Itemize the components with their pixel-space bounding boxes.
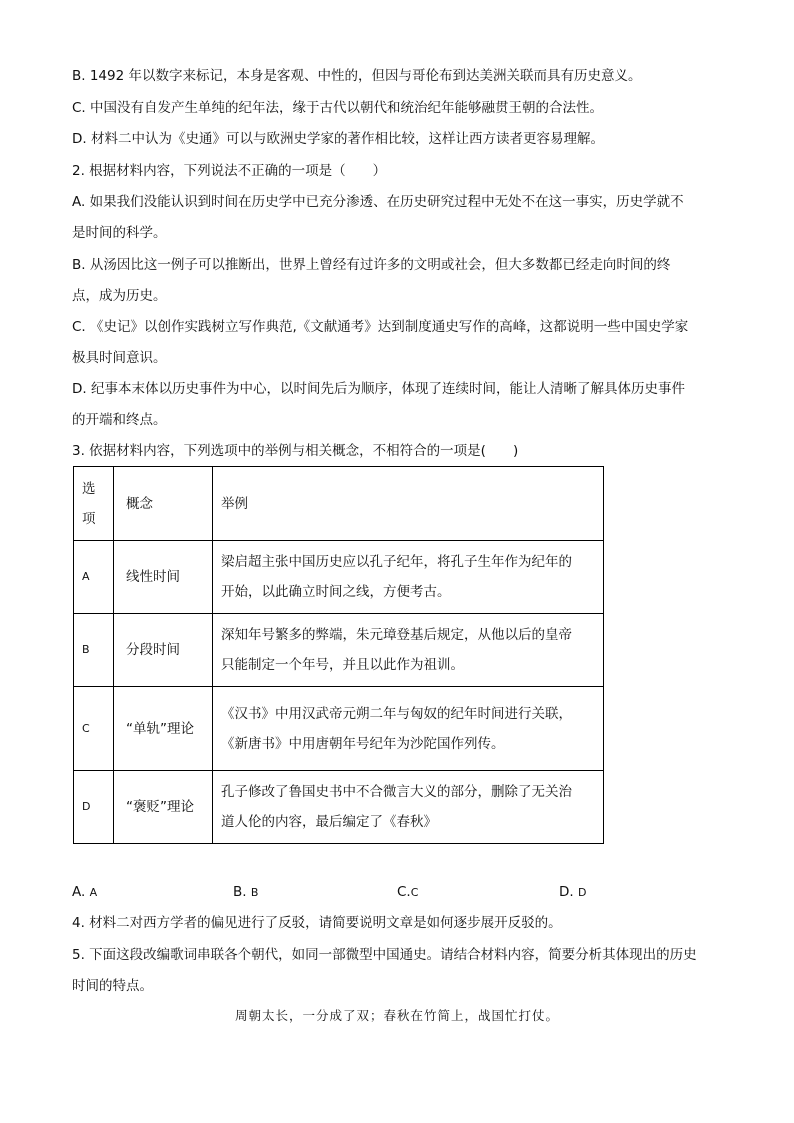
row-concept: 线性时间: [114, 541, 213, 614]
row-key: A: [74, 541, 114, 614]
option-c-text: C. 中国没有自发产生单纯的纪年法，缘于古代以朝代和统治纪年能够融贯王朝的合法性。: [72, 100, 604, 116]
choice-value: A: [89, 886, 98, 899]
q2-option-c-line2: 极具时间意识。: [72, 350, 167, 366]
option-d-text: D. 材料二中认为《史通》可以与欧洲史学家的著作相比较，这样让西方读者更容易理解。: [72, 131, 604, 147]
row-example: [213, 771, 604, 844]
q2-option-b-line1: B. 从汤因比这一例子可以推断出，世界上曾经有过许多的文明或社会，但大多数都已经走向时间的终: [72, 257, 671, 273]
table-row: [74, 771, 604, 844]
question-3-stem: 3. 依据材料内容，下列选项中的举例与相关概念，不相符合的一项是( ): [72, 443, 519, 459]
q2-option-d-line1: D. 纪事本末体以历史事件为中心，以时间先后为顺序，体现了连续时间，能让人清晰了解具体历史事件: [72, 381, 685, 397]
question-4: 4. 材料二对西方学者的偏见进行了反驳，请简要说明文章是如何逐步展开反驳的。: [72, 915, 562, 931]
row-key: B: [74, 614, 114, 687]
row-example-line: 梁启超主张中国历史应以孔子纪年，将孔子生年作为纪年的: [221, 554, 572, 570]
header-example: 举例: [213, 467, 604, 541]
choice-letter: D.: [559, 884, 574, 900]
row-concept: [114, 771, 213, 844]
header-concept: 概念: [114, 467, 213, 541]
choice-c[interactable]: [397, 882, 418, 903]
row-example-line: 只能制定一个年号，并且以此作为祖训。: [221, 657, 464, 673]
table-row: [74, 541, 604, 614]
q2-option-c-line1: C. 《史记》以创作实践树立写作典范,《文献通考》达到制度通史写作的高峰，这都说明一些中国史学家: [72, 319, 689, 335]
options-table: [73, 466, 604, 844]
lyric-quote: 周朝太长，一分成了双；春秋在竹简上，战国忙打仗。: [234, 1008, 559, 1023]
choice-value: B: [250, 886, 259, 899]
row-example: [213, 687, 604, 771]
row-example-line: 开始，以此确立时间之线，方便考古。: [221, 584, 451, 600]
choice-letter: A.: [72, 884, 86, 900]
table-row: [74, 614, 604, 687]
question-5-line2: 时间的特点。: [72, 978, 153, 994]
q2-option-a-line2: 是时间的科学。: [72, 225, 167, 241]
header-option: [74, 467, 114, 541]
choice-b[interactable]: [233, 882, 258, 903]
row-concept: 分段时间: [114, 614, 213, 687]
row-concept-text: “单轨”理论: [126, 720, 194, 737]
row-key: C: [74, 687, 114, 771]
header-option-label: 选项: [82, 480, 96, 527]
q2-option-d-line2: 的开端和终点。: [72, 412, 167, 428]
row-example-line: 孔子修改了鲁国史书中不合微言大义的部分，删除了无关治: [221, 784, 572, 800]
row-example-line: 道人伦的内容，最后编定了《春秋》: [221, 814, 437, 830]
row-example: [213, 614, 604, 687]
row-example-line: 《新唐书》中用唐朝年号纪年为沙陀国作列传。: [221, 735, 505, 752]
row-example: [213, 541, 604, 614]
row-concept: [114, 687, 213, 771]
row-concept-text: “褒贬”理论: [126, 799, 194, 815]
question-2-stem: 2. 根据材料内容，下列说法不正确的一项是（ ）: [72, 163, 387, 179]
q2-option-a-line1: A. 如果我们没能认识到时间在历史学中已充分渗透、在历史研究过程中无处不在这一事实，历史学就不: [72, 194, 684, 210]
row-key: D: [74, 771, 114, 844]
choice-letter: B.: [233, 884, 247, 900]
choice-d[interactable]: [559, 882, 586, 903]
row-example-line: 《汉书》中用汉武帝元朔二年与匈奴的纪年时间进行关联，: [221, 705, 572, 722]
option-b-text: B. 1492 年以数字来标记，本身是客观、中性的，但因与哥伦布到达美洲关联而具有历史意义。: [72, 68, 642, 84]
choice-letter: C.: [397, 884, 411, 900]
row-example-line: 深知年号繁多的弊端，朱元璋登基后规定，从他以后的皇帝: [221, 627, 572, 643]
question-5-line1: 5. 下面这段改编歌词串联各个朝代，如同一部微型中国通史。请结合材料内容，简要分析其体现出的历史: [72, 947, 697, 963]
choice-value: D: [577, 886, 587, 899]
table-header-row: [74, 467, 604, 541]
table-row: [74, 687, 604, 771]
q2-option-b-line2: 点，成为历史。: [72, 288, 167, 304]
choice-a[interactable]: [72, 882, 97, 903]
choice-value: C: [410, 886, 419, 899]
